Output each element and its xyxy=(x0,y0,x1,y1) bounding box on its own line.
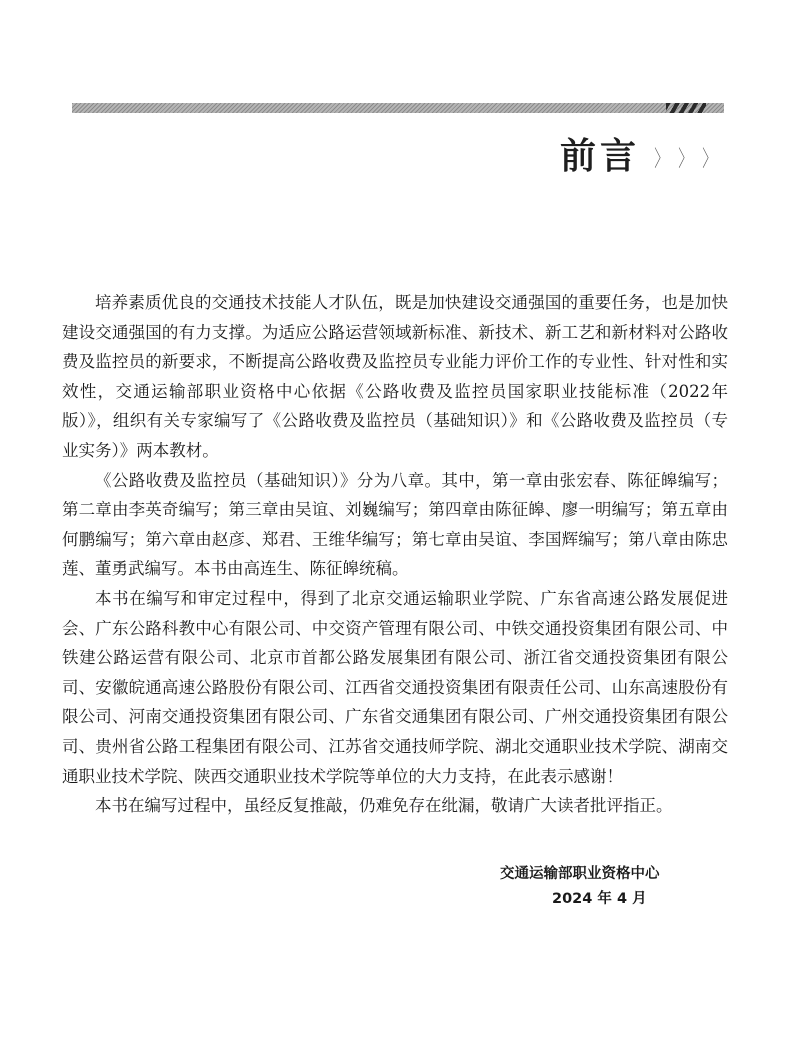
paragraph: 培养素质优良的交通技术技能人才队伍，既是加快建设交通强国的重要任务，也是加快建设交通强国的有力支撑。为适应公路运营领域新标准、新技术、新工艺和新材料对公路收费及监控员的新要求，不断提高公路收费及监控员专业能力评价工作的专业性、针对性和实效性，交通运输部职业资格中心依据《公路收费及监控员国家职业技能标准（2022年版）》，组织有关专家编写了《公路收费及监控员（基础知识）》和《公路收费及监控员（专业实务）》两本教材。 xyxy=(62,293,728,460)
chevron-right-icon: 〉 xyxy=(678,146,692,172)
signature-date: 2024 年 4 月 xyxy=(552,891,647,907)
header-decorative-bar xyxy=(72,103,724,113)
signature-org: 交通运输部职业资格中心 xyxy=(500,866,660,882)
chevron-right-icon xyxy=(650,142,720,173)
chevron-right-icon: 〉 xyxy=(702,146,716,172)
chevron-right-icon: 〉 xyxy=(654,146,668,172)
paragraph: 本书在编写和审定过程中，得到了北京交通运输职业学院、广东省高速公路发展促进会、广东公路科教中心有限公司、中交资产管理有限公司、中铁交通投资集团有限公司、中铁建公路运营有限公司、北京市首都公路发展集团有限公司、浙江省交通投资集团有限公司、安徽皖通高速公路股份有限公司、江西省交通投资集团有限责任公司、山东高速股份有限公司、河南交通投资集团有限公司、广东省交通集团有限公司、广州交通投资集团有限公司、贵州省公路工程集团有限公司、江苏省交通技师学院、湖北交通职业技术学院、湖南交通职业技术学院、陕西交通职业技术学院等单位的大力支持，在此表示感谢！ xyxy=(62,588,728,786)
paragraph: 本书在编写过程中，虽经反复推敲，仍难免存在纰漏，敬请广大读者批评指正。 xyxy=(95,796,673,816)
signature-block xyxy=(500,862,700,912)
page-title: 前言 xyxy=(560,135,641,177)
preface-body xyxy=(62,288,728,821)
title-block xyxy=(560,128,720,178)
paragraph: 《公路收费及监控员（基础知识）》分为八章。其中，第一章由张宏春、陈征皞编写；第二章由李英奇编写；第三章由吴谊、刘巍编写；第四章由陈征皞、廖一明编写；第五章由何鹏编写；第六章由赵彦、郑君、王维华编写；第七章由吴谊、李国辉编写；第八章由陈忠莲、董勇武编写。本书由高连生、陈征皞统稿。 xyxy=(62,470,728,579)
header-bar-accent xyxy=(666,103,706,113)
